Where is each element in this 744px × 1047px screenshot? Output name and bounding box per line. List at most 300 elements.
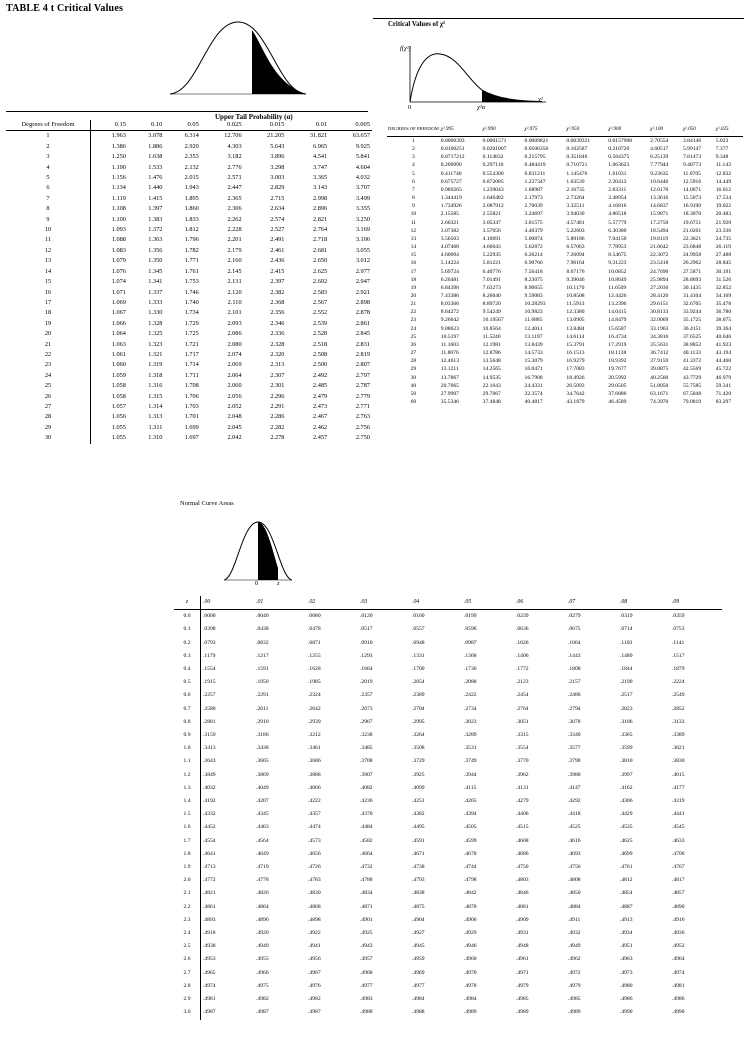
chi-value-cell: 14.6837 [650,203,669,210]
chi-value-cell: 40.1133 [682,350,701,357]
chi-value-cell: 35.5631 [650,341,669,348]
t-value-cell: 1.134 [111,184,126,192]
z-area-cell: .4515 [515,824,529,831]
chi-value-cell: 17.2750 [650,219,669,226]
z-curve-label: z [277,580,280,587]
t-table-row-label: 27 [6,402,91,412]
z-area-cell: .4982 [308,996,321,1003]
z-area-cell: .4987 [203,1009,216,1016]
t-value-cell: 1.067 [111,309,126,317]
chi-value-cell: 24.4331 [524,382,543,389]
z-table-row-label: 2.6 [174,953,201,966]
z-area-cell: .4032 [203,784,216,791]
chi-value-cell: 24.7690 [650,268,669,275]
chi-value-cell: 15.3079 [524,358,543,365]
z-table-row [174,953,722,966]
z-area-cell: .2734 [463,705,477,712]
z-table-row [174,848,722,861]
t-value-cell: 1.071 [111,288,126,296]
z-area-cell: .3962 [515,771,529,778]
t-value-cell: 1.318 [148,371,163,379]
t-value-cell: 3.169 [355,226,370,234]
z-area-cell: .4961 [515,956,529,963]
t-value-cell: 2.313 [270,361,285,369]
chi-value-cell: 7.04150 [608,235,627,242]
chi-value-cell: 27.2036 [650,284,669,291]
t-value-cell: 2.602 [313,278,328,286]
z-area-cell: .4983 [360,996,373,1003]
z-area-cell: .0714 [619,626,633,633]
t-value-cell: 2.479 [313,392,328,400]
z-area-cell: .1628 [308,666,321,673]
chi-value-cell: 40.646 [715,333,732,340]
z-area-cell: .0398 [203,626,216,633]
chi-table-row-label: 40 [410,382,417,389]
chi-value-cell: 2.087912 [482,203,504,210]
chi-value-cell: 21.0261 [682,227,702,234]
chi-col-header: χ².950 [565,122,607,137]
z-area-cell: .4932 [567,930,581,937]
z-area-cell: .4901 [360,916,373,923]
t-value-cell: 2.681 [313,246,328,254]
chi-table-row [387,259,743,267]
chi-table-row [387,235,743,243]
z-area-cell: .0675 [567,626,581,633]
z-table-row [174,729,722,742]
chi-value-cell: 0.351846 [566,154,588,161]
t-value-cell: 2.821 [313,215,328,223]
chi-value-cell: 5.99147 [682,146,702,153]
t-value-cell: 1.771 [184,257,199,265]
t-table-row-label: 11 [6,235,91,245]
chi-value-cell: 45.722 [715,366,732,373]
z-table-row [174,795,722,808]
z-area-cell: .4990 [619,1009,633,1016]
chi-value-cell: 1.646482 [482,195,504,202]
t-value-cell: 2.473 [313,402,328,410]
chi-table-row [387,268,743,276]
t-table-row-label: 23 [6,360,91,370]
chi-value-cell: 29.7067 [482,390,501,397]
z-area-cell: .2580 [203,705,216,712]
t-value-cell: 1.350 [148,257,163,265]
z-area-cell: .4988 [360,1009,373,1016]
t-value-cell: 1.746 [184,288,199,296]
chi-value-cell: 2.70039 [524,203,543,210]
chi-table-row [387,300,743,308]
z-area-cell: .4319 [671,798,685,805]
z-area-cell: .4964 [671,956,685,963]
z-area-cell: .4664 [360,850,373,857]
chi-value-cell: 63.1671 [650,390,669,397]
z-area-cell: .0871 [308,639,321,646]
chi-value-cell: 6.30380 [608,227,627,234]
chi-value-cell: 13.3616 [650,195,669,202]
chi-value-cell: 10.0852 [608,268,627,275]
z-area-cell: .4864 [256,903,269,910]
z-area-cell: .0359 [671,613,685,620]
chi-value-cell: 12.4613 [440,358,459,365]
chi-value-cell: 8.90655 [524,284,543,291]
z-table-row-label: 0.9 [174,729,201,742]
chi-value-cell: 5.57779 [608,219,627,226]
chi-value-cell: 2.73264 [566,195,585,202]
t-value-cell: 1.638 [148,153,163,161]
z-area-cell: .4834 [360,890,373,897]
z-area-cell: .0040 [256,613,269,620]
t-value-cell: 2.461 [270,246,285,254]
chi-value-cell: 0.215795 [524,154,546,161]
t-distribution-curve [168,18,308,98]
t-value-cell: 2.368 [270,298,285,306]
z-area-cell: .1700 [412,666,425,673]
chi-value-cell: 59.341 [715,382,732,389]
chi-value-cell: 5.81221 [482,260,501,267]
t-value-cell: 1.079 [111,257,126,265]
z-area-cell: .2549 [671,692,685,699]
chi-table-row [387,153,743,161]
t-value-cell: 3.143 [313,184,328,192]
t-table-row-label: 3 [6,152,91,162]
z-area-cell: .4904 [412,916,425,923]
z-area-cell: .4978 [463,982,477,989]
t-value-cell: 2.829 [270,184,285,192]
chi-df-header: DEGREES OF FREEDOM [387,122,440,137]
t-value-cell: 2.571 [227,174,242,182]
z-col-header: .00 [201,596,255,610]
t-table-row [6,215,372,225]
chi-table-row-label: 5 [412,170,415,177]
chi-value-cell: 7.377 [715,146,729,153]
z-area-cell: .4192 [203,798,216,805]
t-value-cell: 1.708 [184,382,199,390]
chi-value-cell: 39.364 [715,325,732,332]
t-value-cell: 2.625 [313,267,328,275]
chi-value-cell: 18.9392 [608,358,627,365]
chi-value-cell: 32.3574 [524,390,543,397]
chi-value-cell: 2.55821 [482,211,501,218]
z-table-row-label: 0.5 [174,676,201,689]
z-area-cell: .4975 [256,982,269,989]
t-value-cell: 1.321 [148,350,163,358]
z-area-cell: .3770 [515,758,529,765]
z-area-cell: .0910 [360,639,373,646]
z-area-cell: .3810 [619,758,633,765]
t-value-cell: 2.650 [313,257,328,265]
chi-value-cell: 9.88623 [440,325,459,332]
chi-value-cell: 8.64272 [440,309,459,316]
chi-value-cell: 38.8852 [682,341,702,348]
z-area-cell: .4671 [412,850,425,857]
t-value-cell: 1.337 [148,288,163,296]
z-area-cell: .4429 [619,811,633,818]
chi-value-cell: 11.0705 [682,170,701,177]
z-table-row-label: 3.0 [174,1006,201,1019]
t-value-cell: 3.106 [355,236,370,244]
z-area-cell: .4131 [515,784,529,791]
t-value-cell: 2.467 [313,413,328,421]
z-area-cell: .4857 [671,890,685,897]
t-value-cell: 3.707 [355,184,370,192]
z-area-cell: .4967 [308,969,321,976]
z-table-row-label: 2.9 [174,993,201,1006]
chi-value-cell: 0.0009821 [524,138,549,144]
t-table-row-label: 24 [6,371,91,381]
chi-value-cell: 20.483 [715,211,732,218]
z-area-cell: .4913 [619,916,633,923]
z-area-cell: .4973 [619,969,633,976]
t-table-row-label: 25 [6,381,91,391]
z-area-cell: .4357 [308,811,321,818]
z-area-cell: .3365 [619,732,633,739]
chi-value-cell: 71.420 [715,390,732,397]
t-value-cell: 3.499 [355,194,370,202]
t-value-cell: 1.761 [184,267,199,275]
z-area-cell: .4582 [360,837,373,844]
chi-table-row [387,365,743,373]
chi-col-header: χ².990 [482,122,524,137]
z-area-cell: .4693 [567,850,581,857]
t-table-row-label: 22 [6,350,91,360]
t-header-caption: Upper Tail Probability (α) [215,113,293,121]
t-value-cell: 1.315 [148,392,163,400]
chi-value-cell: 3.32511 [566,203,585,210]
t-value-cell: 2.132 [184,163,199,171]
z-area-cell: .4952 [671,943,685,950]
z-area-cell: .3289 [463,732,477,739]
t-value-cell: 3.747 [313,163,328,171]
t-value-cell: 63.657 [352,132,370,140]
t-value-cell: 2.898 [355,298,370,306]
chi-value-cell: 24.735 [715,235,732,242]
t-alpha-header: 0.10 [128,120,164,131]
z-area-cell: .3980 [567,771,581,778]
chi-table-row [387,292,743,300]
chi-value-cell: 31.4104 [682,292,702,299]
t-value-cell: 1.706 [184,392,199,400]
z-area-cell: .3708 [360,758,373,765]
t-table-row-label: 1 [6,131,91,142]
z-area-cell: .4545 [671,824,685,831]
chi-value-cell: 4.07468 [440,244,459,251]
t-table-row [6,183,372,193]
chi-value-cell: 5.22935 [482,252,501,259]
chi-value-cell: 14.0415 [608,309,627,316]
chi-table-row-label: 17 [410,268,417,275]
t-value-cell: 2.101 [227,309,242,317]
z-area-cell: .3315 [515,732,529,739]
z-area-cell: .0793 [203,639,216,646]
chi-value-cell: 11.5913 [566,301,585,308]
chi-value-cell: 23.6848 [682,244,702,251]
z-area-cell: .4535 [619,824,633,831]
z-area-cell: .4625 [619,837,633,844]
t-alpha-header: 0.01 [286,120,329,131]
t-value-cell: 6.314 [184,132,199,140]
chi-table-row [387,398,743,406]
t-value-cell: 1.476 [148,174,163,182]
z-area-cell: .3888 [308,771,321,778]
chi-table-row-label: 60 [410,399,417,405]
z-area-cell: .4884 [567,903,581,910]
z-table-row-label: 0.3 [174,650,201,663]
t-value-cell: 1.055 [111,423,126,431]
chi-table-row-label: 9 [412,203,415,210]
chi-value-cell: 28.4120 [650,292,669,299]
chi-value-cell: 37.4848 [482,399,501,405]
t-value-cell: 2.093 [227,319,242,327]
chi-value-cell: 10.19567 [482,317,504,324]
t-table-row-label: 20 [6,329,91,339]
t-table-row-label: 12 [6,246,91,256]
chi-col-header: χ².050 [682,122,715,137]
chi-value-cell: 12.3380 [566,309,585,316]
z-area-cell: .4985 [515,996,529,1003]
chi-value-cell: 5.22603 [566,227,585,234]
t-table-row [6,340,372,350]
t-value-cell: 2.508 [313,350,328,358]
chi-table-row-label: 29 [410,366,417,373]
chi-value-cell: 11.6509 [608,284,627,291]
chi-value-cell: 11.1603 [440,341,459,348]
chi-value-cell: 39.0875 [650,366,669,373]
z-area-cell: .1915 [203,679,216,686]
chi-value-cell: 11.8076 [440,350,459,357]
t-table-row [6,329,372,339]
t-value-cell: 9.925 [355,142,370,150]
z-area-cell: .4279 [515,798,529,805]
t-value-cell: 1.895 [184,194,199,202]
chi-value-cell: 27.5871 [682,268,702,275]
z-area-cell: .4147 [567,784,581,791]
z-area-cell: .1736 [463,666,477,673]
t-value-cell: 1.119 [112,194,126,202]
z-area-cell: .3413 [203,745,216,752]
chi-value-cell: 6.90766 [524,260,543,267]
z-area-cell: .4979 [567,982,581,989]
z-area-cell: .3686 [308,758,321,765]
t-value-cell: 2.282 [270,423,285,431]
chi-value-cell: 2.20413 [608,178,627,185]
t-value-cell: 2.064 [227,371,242,379]
t-value-cell: 3.896 [270,153,285,161]
chi-value-cell: 10.9823 [524,309,543,316]
t-value-cell: 3.365 [313,174,328,182]
chi-value-cell: 37.6886 [608,390,627,397]
t-value-cell: 1.066 [111,319,126,327]
z-area-cell: .4699 [619,850,633,857]
t-table-row [6,152,372,162]
t-value-cell: 2.750 [355,434,370,442]
t-value-cell: 2.356 [270,309,285,317]
z-area-cell: .4945 [412,943,425,950]
chi-value-cell: 33.1963 [650,325,669,332]
chi-value-cell: 0.297110 [482,162,504,169]
z-table-row-label: 2.5 [174,940,201,953]
chi-value-cell: 43.7729 [682,374,702,381]
z-area-cell: .2019 [360,679,373,686]
chi-value-cell: 24.9958 [682,252,702,259]
z-area-cell: .3830 [671,758,685,765]
chi-value-cell: 35.1725 [682,317,702,324]
z-area-cell: .2422 [463,692,477,699]
t-alpha-header: 0.015 [244,120,287,131]
chi-table-row-label: 3 [412,154,415,161]
chi-value-cell: 10.1170 [566,284,585,291]
chi-value-cell: 10.8649 [608,276,627,283]
z-header: z [174,596,201,610]
z-table-row-label: 2.7 [174,967,201,980]
z-area-cell: .4394 [463,811,477,818]
t-value-cell: 1.533 [148,163,163,171]
z-area-cell: .4871 [360,903,373,910]
z-table-row-label: 2.2 [174,901,201,914]
t-value-cell: 1.156 [111,174,126,182]
z-area-cell: .4678 [463,850,477,857]
z-table-row [174,901,722,914]
z-area-cell: .4345 [256,811,269,818]
t-value-cell: 2.131 [227,278,242,286]
z-area-cell: .3531 [463,745,477,752]
z-area-cell: .0832 [256,639,269,646]
chi-value-cell: 0.0157908 [608,138,633,144]
chi-value-cell: 37.6525 [682,333,702,340]
z-area-cell: .4452 [203,824,216,831]
chi-value-cell: 14.449 [715,178,732,185]
z-col-header: .02 [306,596,358,610]
t-value-cell: 2.086 [227,330,242,338]
chi-value-cell: 14.6114 [566,333,585,340]
z-area-cell: .4982 [256,996,269,1003]
chi-value-cell: 0.210720 [608,146,630,153]
t-value-cell: 2.861 [355,319,370,327]
z-area-cell: .4726 [308,864,321,871]
z-area-cell: .2517 [619,692,633,699]
chi-value-cell: 3.81575 [524,219,543,226]
z-area-cell: .3106 [619,718,633,725]
t-value-cell: 1.734 [184,309,199,317]
z-area-cell: .1217 [256,652,269,659]
chi-value-cell: 15.5073 [682,195,702,202]
z-area-cell: .0438 [256,626,269,633]
chi-value-cell: 14.8479 [608,317,627,324]
t-table-row [6,204,372,214]
z-area-cell: .4962 [567,956,581,963]
chi-value-cell: 3.05347 [482,219,501,226]
t-curve-alpha-label: α [265,62,269,69]
t-table-row-label: 16 [6,288,91,298]
chi-value-cell: 0.0506356 [524,146,549,153]
t-value-cell: 2.921 [355,288,370,296]
chi-value-cell: 7.43386 [440,292,459,299]
t-value-cell: 3.055 [355,246,370,254]
chi-value-cell: 2.16735 [566,186,585,193]
t-table-row-label: 29 [6,423,91,433]
z-area-cell: .4965 [203,969,216,976]
t-alpha-header: 0.05 [164,120,200,131]
chi-value-cell: 8.03366 [440,301,459,308]
z-table-row [174,623,722,636]
t-value-cell: 3.078 [148,132,163,140]
chi-value-cell: 19.022 [715,203,732,210]
z-area-cell: .4778 [256,877,269,884]
chi-value-cell: 7.77944 [650,162,669,169]
chi-zero-label: 0 [408,104,412,111]
t-table-row-label: 19 [6,319,91,329]
z-area-cell: .4898 [308,916,321,923]
chi-axis-label: χ² [538,96,543,103]
chi-value-cell: 15.9871 [650,211,669,218]
